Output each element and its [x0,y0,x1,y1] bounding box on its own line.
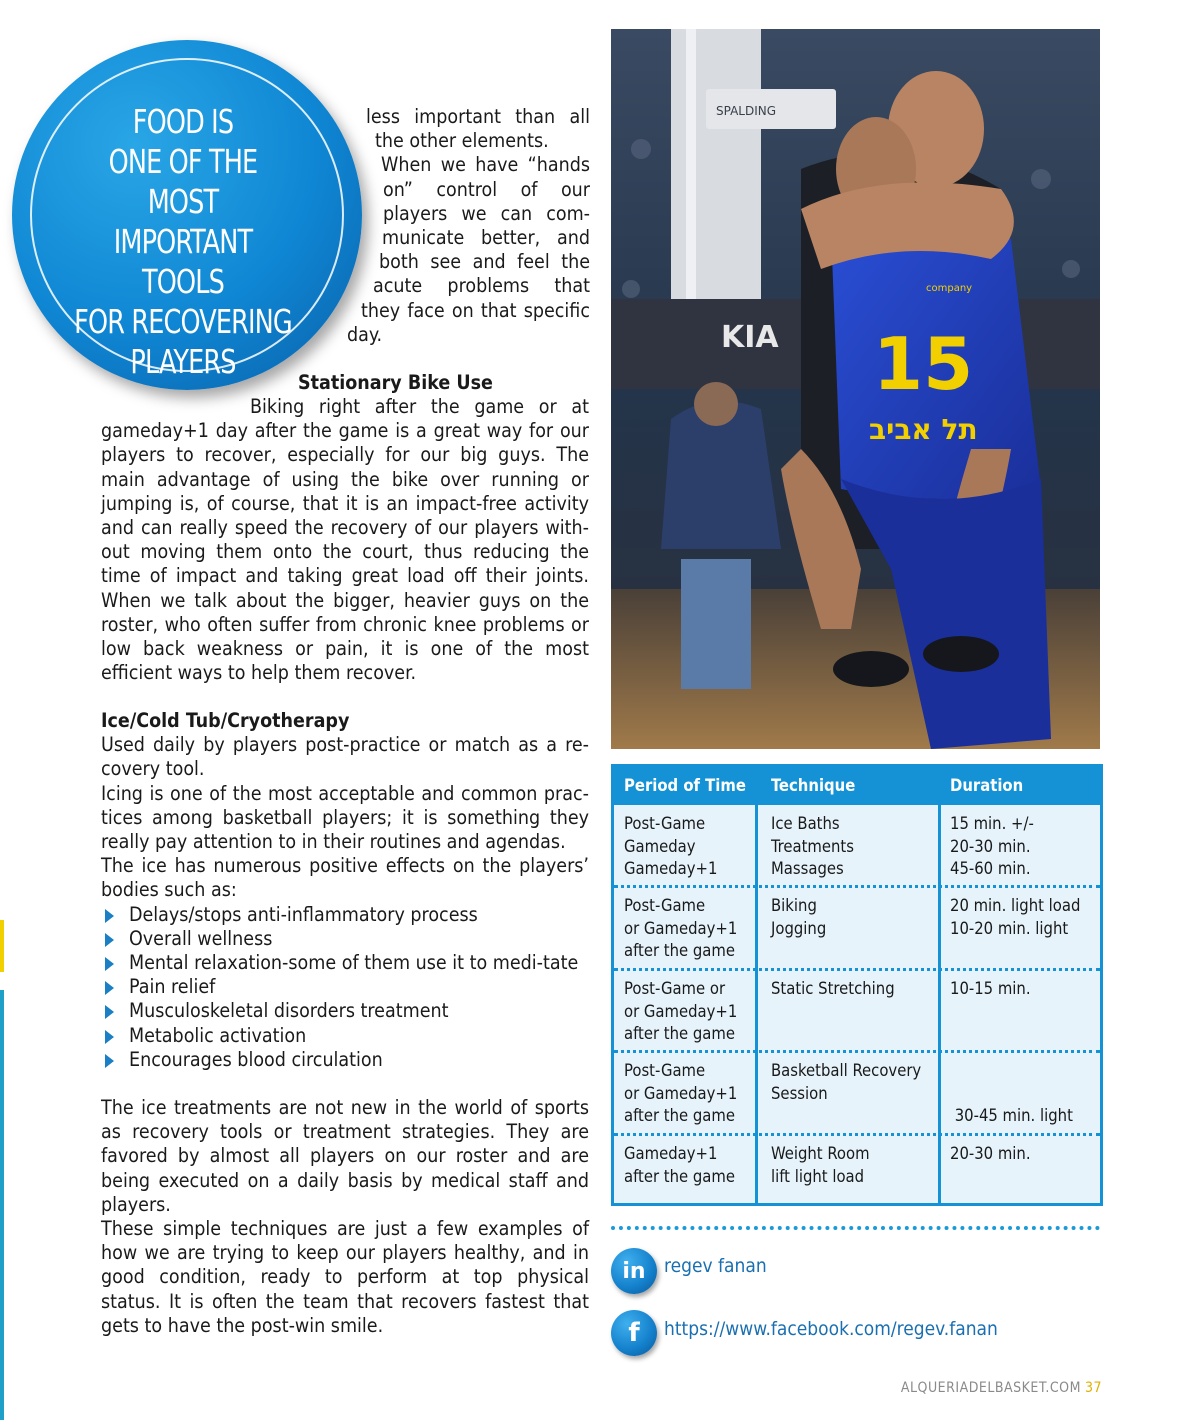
bike-first-line: Biking right after the game or at [250,395,589,418]
ice-paragraph-3: The ice has numerous positive effects on the players’ bodies such as: [101,854,589,902]
table-cell-technique [771,895,826,940]
linkedin-glyph: in [622,1258,646,1284]
cell-line: 45-60 min. [950,859,1031,878]
cell-line: 15 min. +/- [950,814,1034,833]
pull-quote-line: FOR RECOVERING [74,302,292,341]
cell-line: after the game [624,1024,735,1043]
facebook-url-link[interactable]: https://www.facebook.com/regev.fanan [664,1318,998,1340]
pull-quote-line: PLAYERS [130,342,236,381]
table-cell-technique [771,1060,921,1105]
table-cell-period [624,813,717,881]
cell-line: Treatments [771,836,854,856]
cell-line: Session [771,1083,828,1103]
text-line: players we can com- [383,201,590,225]
pull-quote-text [70,102,295,382]
facebook-glyph: f [628,1318,640,1348]
list-item: Delays/stops anti-inflammatory process [101,903,589,927]
left-edge-accent-yellow [0,920,4,972]
photo-illustration [611,29,1100,749]
ice-heading: Ice/Cold Tub/Cryotherapy [101,709,350,732]
linkedin-name-link[interactable]: regev fanan [664,1255,767,1277]
pull-quote-line: IMPORTANT TOOLS [113,222,253,301]
table-cell-duration [950,1143,1031,1166]
cell-line: or Gameday+1 [624,1083,738,1103]
ice-section [101,709,589,1338]
cell-line: 30-45 min. light [950,1106,1073,1125]
cell-line: Basketball Recovery [771,1061,922,1080]
text-line: both see and feel the [379,250,590,274]
text-line: When we have “hands [381,153,590,177]
cell-line: lift light load [771,1166,865,1186]
list-item: Overall wellness [101,927,589,951]
column-header-duration: Duration [950,776,1024,795]
text-line: day. [347,322,383,346]
cell-line: 20-30 min. [950,1144,1031,1163]
recovery-schedule-table [611,764,1103,1206]
bike-paragraph [101,395,589,685]
cell-line: Static Stretching [771,979,895,998]
list-item: Metabolic activation [101,1024,589,1048]
cell-line: Gameday+1 [624,859,718,878]
cell-line: Weight Room [771,1144,870,1163]
jersey-team-name: תל אביב [869,413,978,446]
column-divider [755,767,758,1203]
cell-line: Post-Game [624,814,706,833]
intro-paragraph [300,105,590,347]
table-cell-period [624,1143,735,1188]
text-line: they face on that specific [361,298,590,322]
cell-line: 20-30 min. [950,836,1031,856]
cell-line: or Gameday+1 [624,918,738,938]
table-cell-technique [771,1143,870,1188]
text-line: municate better, and [382,226,590,250]
table-cell-duration [950,978,1031,1001]
table-cell-duration [950,895,1080,940]
cell-line: Gameday+1 [624,1144,718,1163]
kia-sign: KIA [721,320,779,355]
cell-line: Jogging [771,918,827,938]
table-cell-period [624,895,737,963]
ice-paragraph-5: These simple techniques are just a few examples of how we are trying to keep our players healthy, and in good condition, ready to perform at top physical status. It is often the team that recovers fastest that gets to have the post-win smile. [101,1217,589,1337]
jersey-number: 15 [873,322,974,406]
cell-line: after the game [624,1106,735,1125]
spalding-sign: SPALDING [716,104,777,118]
list-item: Musculoskeletal disorders treatment [101,999,589,1023]
ice-benefits-list [101,903,589,1072]
jersey-sponsor: company [926,283,973,294]
text-line: less important than all [366,105,590,128]
cell-line: Post-Game or [624,979,726,998]
cell-line: 10-20 min. light [950,918,1069,938]
row-divider [614,1133,1100,1136]
text-line: the other elements. [375,129,549,153]
linkedin-icon[interactable] [611,1248,657,1294]
row-divider [614,885,1100,888]
cell-line: Biking [771,896,817,915]
cell-line: Gameday [624,836,696,856]
cell-line: after the game [624,1166,735,1186]
list-item: Pain relief [101,975,589,999]
row-divider [614,968,1100,971]
pull-quote-line: ONE OF THE MOST [108,142,258,221]
column-header-technique: Technique [771,776,856,795]
ice-paragraph-1: Used daily by players post-practice or match as a re-covery tool. [101,733,589,781]
ice-paragraph-4: The ice treatments are not new in the world of sports as recovery tools or treatment strategies. They are favored by almost all players on our roster and are being executed on a daily basis by medical staff and players. [101,1096,589,1216]
cell-line: Post-Game [624,1061,706,1080]
column-header-period: Period of Time [624,776,746,795]
table-cell-technique [771,813,854,881]
cell-line: after the game [624,941,735,960]
table-cell-technique [771,978,895,1001]
cell-line: Massages [771,859,844,878]
cell-line: 10-15 min. [950,979,1031,998]
row-divider [614,1050,1100,1053]
list-item: Mental relaxation-some of them use it to medi-tate [101,951,589,975]
facebook-icon[interactable] [611,1310,657,1356]
table-cell-period [624,978,737,1046]
page-number: 37 [1084,1380,1102,1396]
cell-line: Ice Baths [771,814,840,833]
pull-quote-line: FOOD IS [132,102,234,141]
players-celebrating-photo [611,29,1100,749]
left-edge-accent-blue [0,990,4,1420]
list-item: Encourages blood circulation [101,1048,589,1072]
text-line: on” control of our [383,177,590,201]
cell-line: 20 min. light load [950,896,1081,915]
cell-line: Post-Game [624,896,706,915]
page-footer [901,1380,1102,1396]
section-divider [611,1226,1100,1230]
bike-body: gameday+1 day after the game is a great way for our players to recover, especially for our big guys. The main advantage of using the bike over running or jumping is, of course, that it is an impact-free activity and can really speed the recovery of our players with-out moving them onto the court, thus reducing the time of impact and taking great load off their joints. When we talk about the bigger, heavier guys on the roster, who often suffer from chronic knee problems or low back weakness or pain, it is one of the most efficient ways to help them recover. [101,419,589,685]
column-divider [938,767,941,1203]
bike-heading: Stationary Bike Use [298,371,493,394]
table-cell-period [624,1060,737,1128]
table-cell-duration [950,813,1034,881]
footer-site: ALQUERIADELBASKET.COM [900,1380,1081,1396]
cell-line: or Gameday+1 [624,1001,738,1021]
ice-paragraph-2: Icing is one of the most acceptable and common prac-tices among basketball players; it is something they really pay attention to in their routines and agendas. [101,781,589,854]
text-line: acute problems that [373,274,590,298]
